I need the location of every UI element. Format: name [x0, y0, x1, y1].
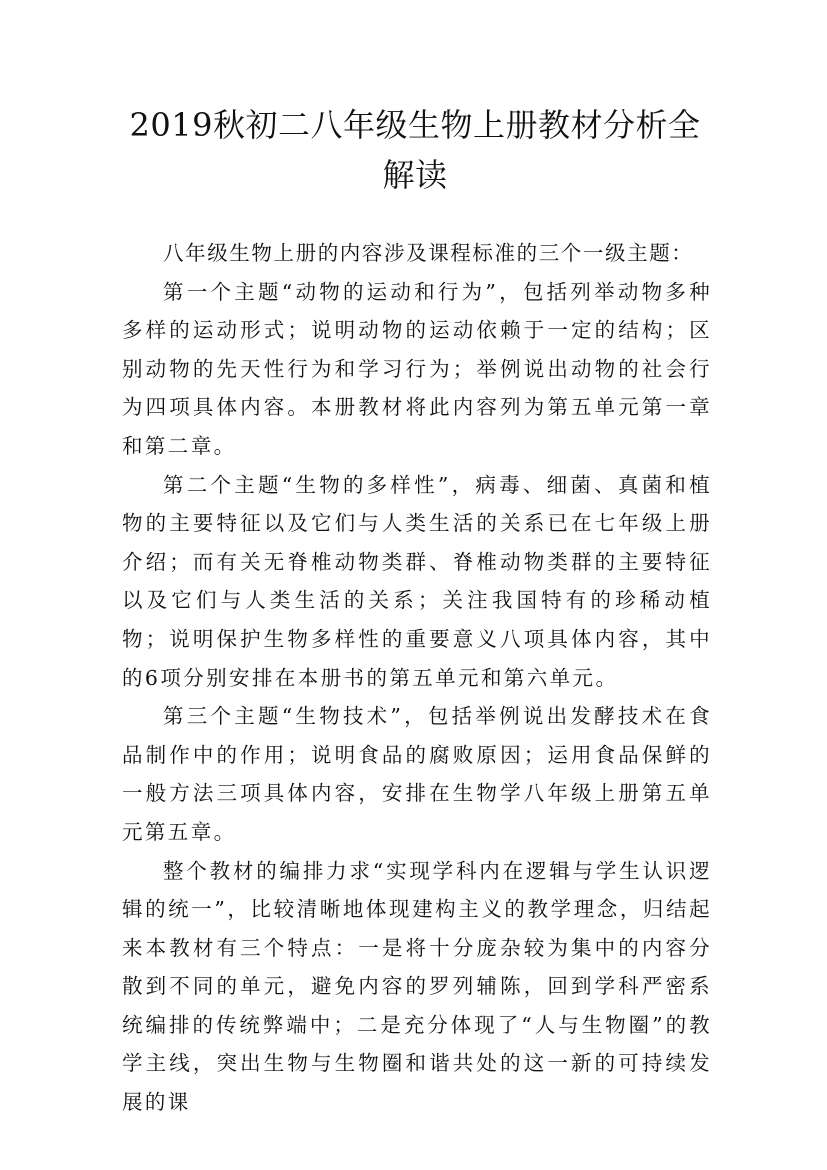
- paragraph-features: 整个教材的编排力求“实现学科内在逻辑与学生认识逻辑的统一”，比较清晰地体现建构主义的教学理念，归结起来本教材有三个特点：一是将十分庞杂较为集中的内容分散到不同的单元，避免内容的罗列辅陈，回到学科严密系统编排的传统弊端中；二是充分体现了“人与生物圈”的教学主线，突出生物与生物圈和谐共处的这一新的可持续发展的课: [122, 858, 712, 1115]
- document-body: [122, 234, 712, 1122]
- paragraph-theme-one: 第一个主题“动物的运动和行为”，包括列举动物多种多样的运动形式；说明动物的运动依赖于一定的结构；区别动物的先天性行为和学习行为；举例说出动物的社会行为四项具体内容。本册教材将此内容列为第五单元第一章和第二章。: [122, 279, 712, 458]
- document-title: 2019秋初二八年级生物上册教材分析全解读: [129, 106, 701, 194]
- paragraph-theme-two: 第二个主题“生物的多样性”，病毒、细菌、真菌和植物的主要特征以及它们与人类生活的关系已在七年级上册介绍；而有关无脊椎动物类群、脊椎动物类群的主要特征以及它们与人类生活的关系；关注我国特有的珍稀动植物；说明保护生物多样性的重要意义八项具体内容，其中的6项分别安排在本册书的第五单元和第六单元。: [122, 472, 712, 690]
- paragraph-intro: 八年级生物上册的内容涉及课程标准的三个一级主题：: [163, 241, 694, 265]
- paragraph-theme-three: 第三个主题“生物技术”，包括举例说出发酵技术在食品制作中的作用；说明食品的腐败原因；运用食品保鲜的一般方法三项具体内容，安排在生物学八年级上册第五单元第五章。: [122, 704, 712, 844]
